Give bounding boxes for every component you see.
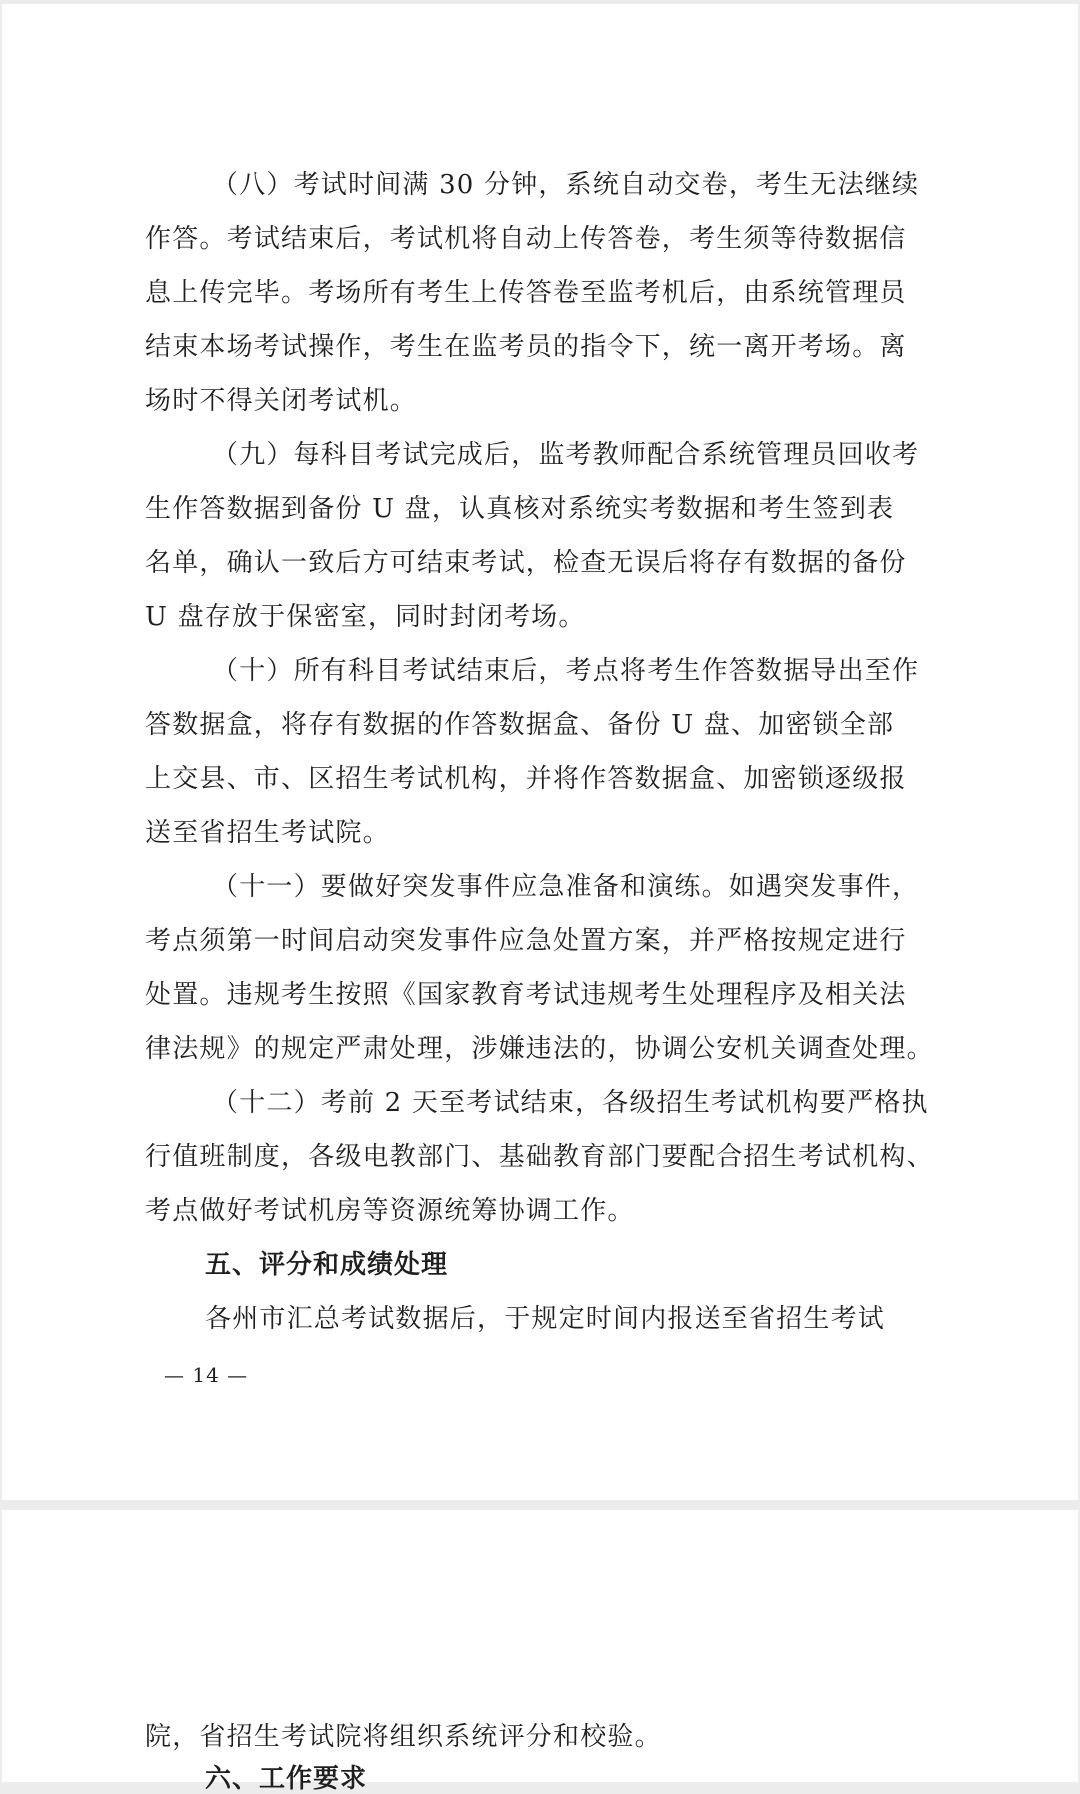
section-heading: 五、评分和成绩处理: [205, 1250, 449, 1280]
paragraph-line: 各州市汇总考试数据后，于规定时间内报送至省招生考试: [205, 1304, 886, 1334]
paragraph-line: 上交县、市、区招生考试机构，并将作答数据盒、加密锁逐级报: [145, 764, 907, 794]
paragraph-line: （十）所有科目考试结束后，考点将考生作答数据导出至作: [212, 656, 920, 686]
document-page-15: [2, 1510, 1078, 1794]
paragraph-line: 考点须第一时间启动突发事件应急处置方案，并严格按规定进行: [145, 926, 907, 956]
paragraph-line: 息上传完毕。考场所有考生上传答卷至监考机后，由系统管理员: [145, 278, 907, 308]
section-heading: 六、工作要求: [205, 1764, 368, 1794]
paragraph-line: 律法规》的规定严肃处理，涉嫌违法的，协调公安机关调查处理。: [145, 1034, 934, 1064]
paragraph-line: （十一）要做好突发事件应急准备和演练。如遇突发事件，: [212, 872, 920, 902]
paragraph-line: 院，省招生考试院将组织系统评分和校验。: [145, 1722, 662, 1752]
paragraph-line: （十二）考前 2 天至考试结束，各级招生考试机构要严格执: [212, 1088, 929, 1118]
paragraph-line: 行值班制度，各级电教部门、基础教育部门要配合招生考试机构、: [145, 1142, 934, 1172]
paragraph-line: 结束本场考试操作，考生在监考员的指令下，统一离开考场。离: [145, 332, 907, 362]
paragraph-line: 场时不得关闭考试机。: [145, 386, 418, 416]
paragraph-line: （九）每科目考试完成后，监考教师配合系统管理员回收考: [212, 440, 920, 470]
page-number: — 14 —: [164, 1363, 249, 1387]
paragraph-line: U 盘存放于保密室，同时封闭考场。: [145, 602, 586, 632]
paragraph-line: 生作答数据到备份 U 盘，认真核对系统实考数据和考生签到表: [145, 494, 895, 524]
paragraph-line: 处置。违规考生按照《国家教育考试违规考生处理程序及相关法: [145, 980, 907, 1010]
document-page-14: [2, 4, 1078, 1500]
paragraph-line: 名单，确认一致后方可结束考试，检查无误后将存有数据的备份: [145, 548, 907, 578]
paragraph-line: 答数据盒，将存有数据的作答数据盒、备份 U 盘、加密锁全部: [145, 710, 895, 740]
paragraph-line: （八）考试时间满 30 分钟，系统自动交卷，考生无法继续: [212, 170, 920, 200]
paragraph-line: 送至省招生考试院。: [145, 818, 390, 848]
paragraph-line: 作答。考试结束后，考试机将自动上传答卷，考生须等待数据信: [145, 224, 907, 254]
paragraph-line: 考点做好考试机房等资源统筹协调工作。: [145, 1196, 635, 1226]
